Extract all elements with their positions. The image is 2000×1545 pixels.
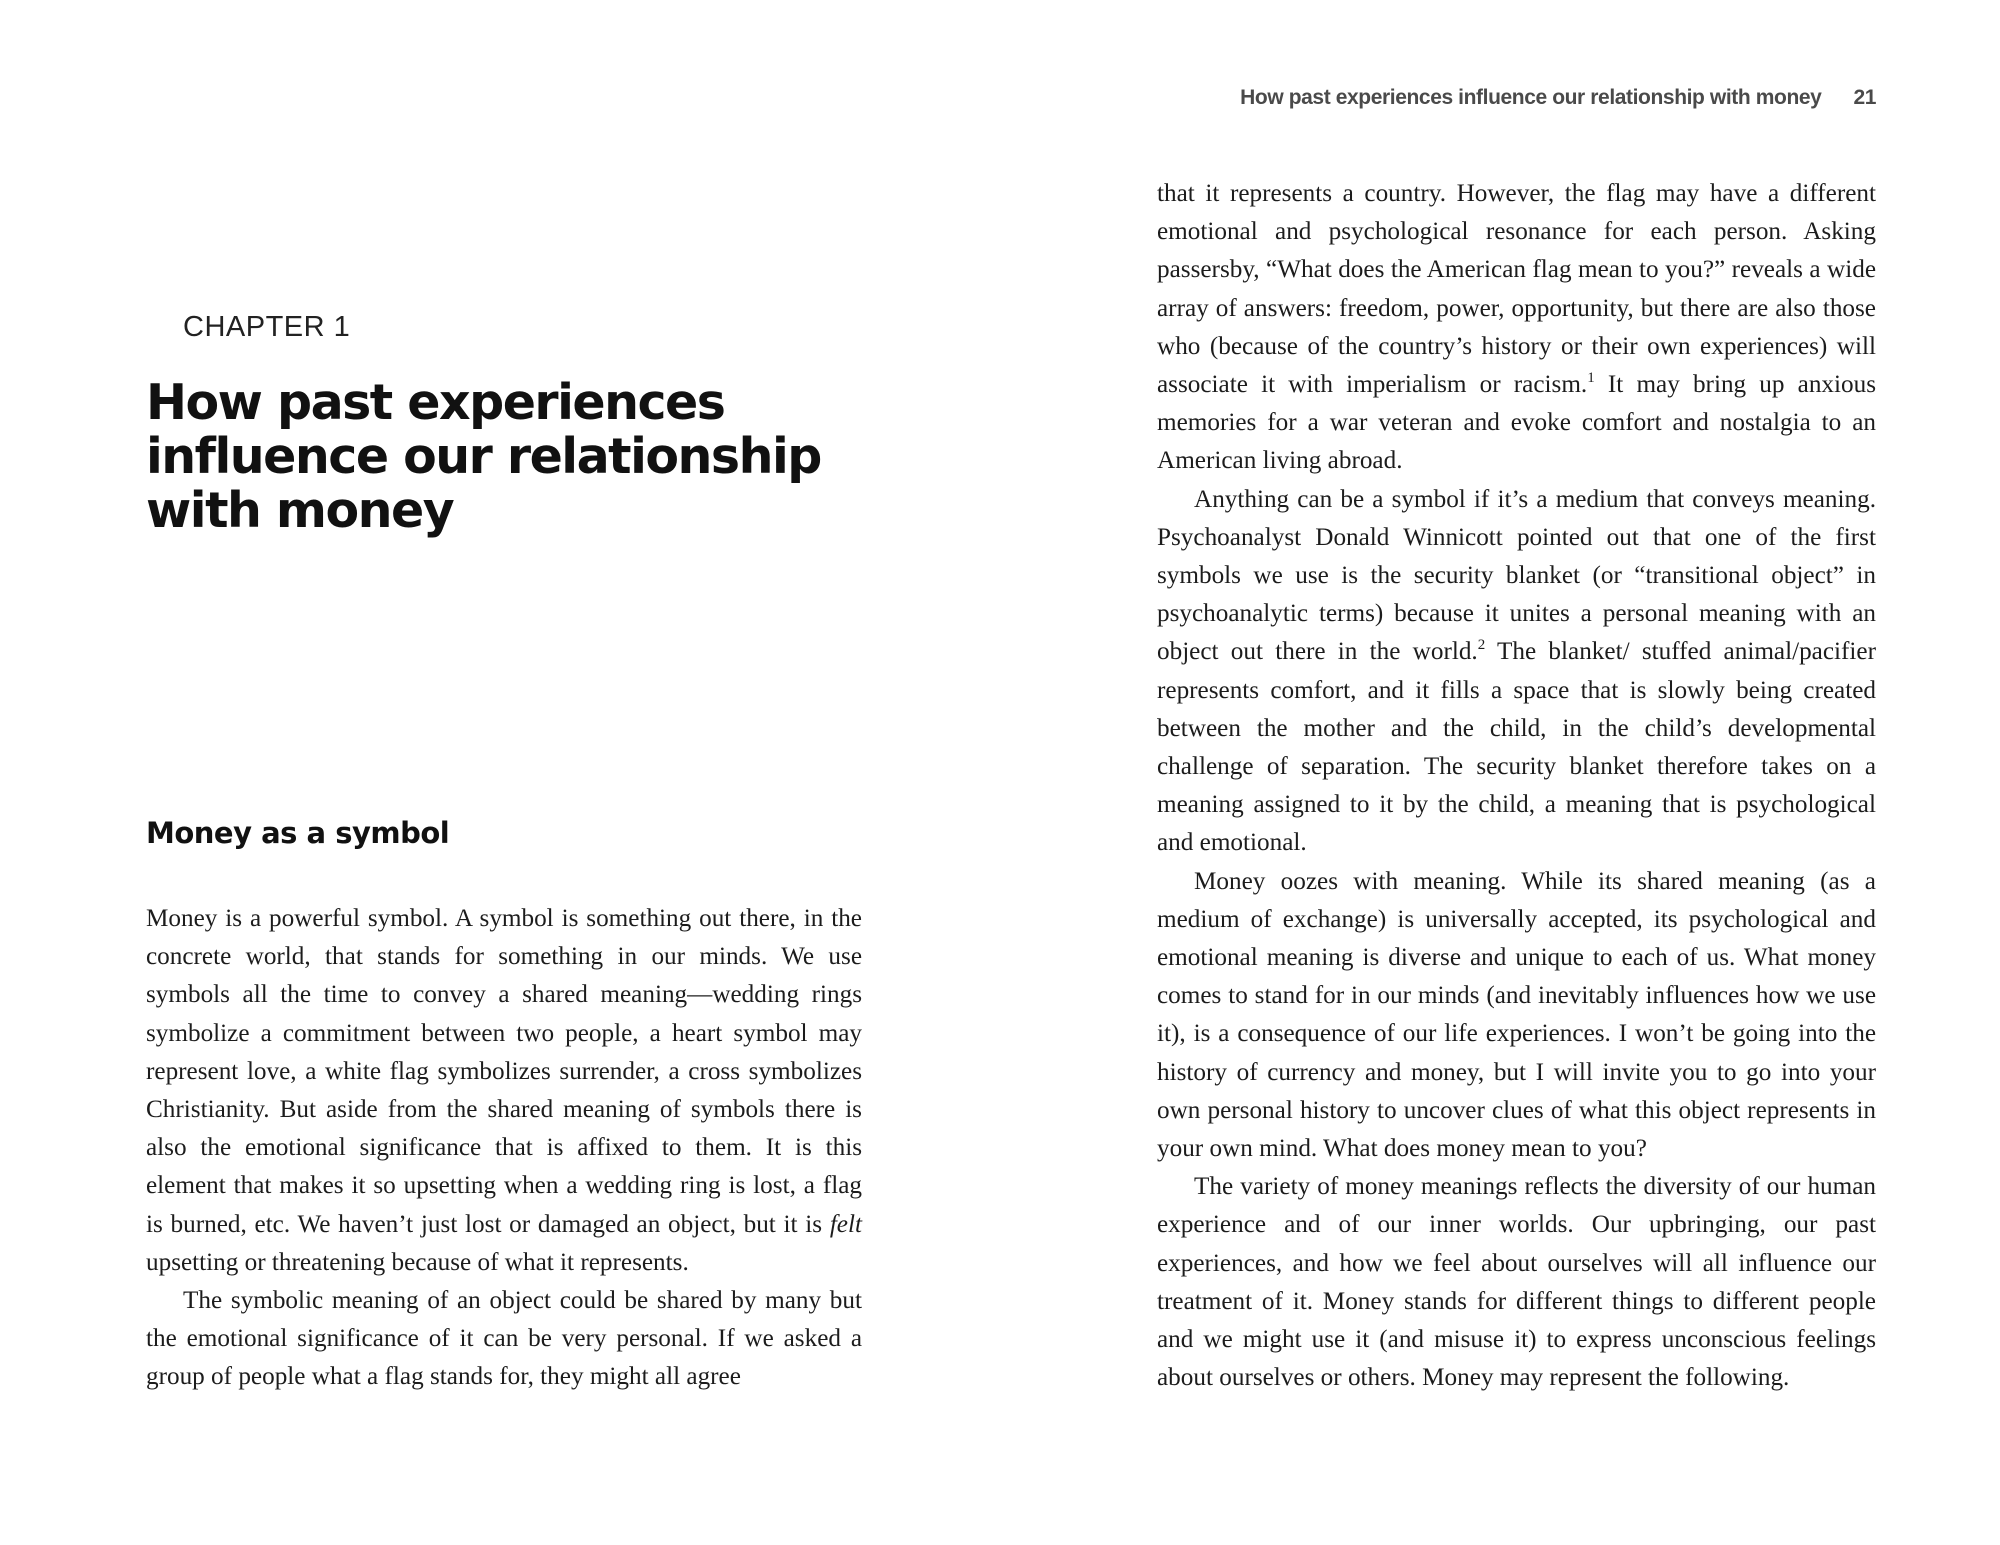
paragraph-text: upsetting or threatening because of what it represents.	[146, 1248, 689, 1276]
paragraph: The symbolic meaning of an object could be shared by many but the emotional significance of it can be very personal. If we asked a group of people what a flag stands for, they might all agree	[146, 1287, 862, 1391]
paragraph: The variety of money meanings reflects the diversity of our human experience and of our inner worlds. Our upbringing, our past experiences, and how we feel about ourselves will all influence our treatment of it. Money stands for different things to different people and we might use it (and misuse it) to express unconscious feelings about ourselves or others. Money may represent the following.	[1157, 1173, 1876, 1392]
paragraph-text: Anything can be a symbol if it’s a medium that conveys meaning. Psychoanalyst Donald Winnicott pointed out that one of the first symbols we use is the security blanket (or “transitional object” in psychoanalytic terms) because it unites a personal meaning with an object out there in the world.	[1157, 485, 1876, 666]
paragraph-text: that it represents a country. However, the flag may have a different emotional and psychological resonance for each person. Asking passersby, “What does the American flag mean to you?” reveals a wide array of answers: freedom, power, opportunity, but there are also those who (because of the country’s history or their own experiences) will associate it with imperialism or racism.	[1157, 180, 1876, 399]
paragraph: Money oozes with meaning. While its shared meaning (as a medium of exchange) is universally accepted, its psychological and emotional meaning is diverse and unique to each of us. What money comes to stand for in our minds (and inevitably influences how we use it), is a consequence of our life experiences. I won’t be going into the history of currency and money, but I will invite you to go into your own personal history to uncover clues of what this object represents in your own mind. What does money mean to you?	[1157, 867, 1876, 1163]
chapter-title: How past experiences influence our relationship with money	[146, 374, 821, 539]
paragraph-text: It may bring up anxious memories for a war veteran and evoke comfort and nostalgia to an American living abroad.	[1157, 371, 1876, 475]
left-body-text	[146, 900, 862, 1397]
footnote-marker[interactable]: 2	[1477, 637, 1486, 654]
paragraph-text: The blanket/ stuffed animal/pacifier represents comfort, and it fills a space that is slowly being created between the mother and the child, in the child’s developmental challenge of separation. The security blanket therefore takes on a meaning assigned to it by the child, a meaning that is psychological and emotional.	[1157, 638, 1876, 857]
paragraph	[1157, 175, 1876, 481]
right-body-text	[1157, 175, 1876, 1398]
running-head	[1240, 86, 1876, 110]
right-page	[1000, 0, 2000, 1545]
emphasis-text: felt	[829, 1210, 862, 1238]
paragraph-text: Money is a powerful symbol. A symbol is something out there, in the concrete world, that stands for something in our minds. We use symbols all the time to convey a shared meaning—wedding rings symbolize a commitment between two people, a heart symbol may represent love, a white flag symbolizes surrender, a cross symbolizes Christianity. But aside from the shared meaning of symbols there is also the emotional significance that is affixed to them. It is this element that makes it so upsetting when a wedding ring is lost, a flag is burned, etc. We haven’t just lost or damaged an object, but it is	[146, 905, 862, 1238]
paragraph	[146, 900, 862, 1282]
footnote-marker[interactable]: 1	[1587, 370, 1595, 387]
page-number: 21	[1853, 86, 1876, 109]
paragraph	[1157, 481, 1876, 863]
chapter-label: CHAPTER 1	[183, 311, 351, 343]
running-head-title: How past experiences influence our relationship with money	[1240, 86, 1822, 109]
section-heading: Money as a symbol	[146, 816, 450, 850]
